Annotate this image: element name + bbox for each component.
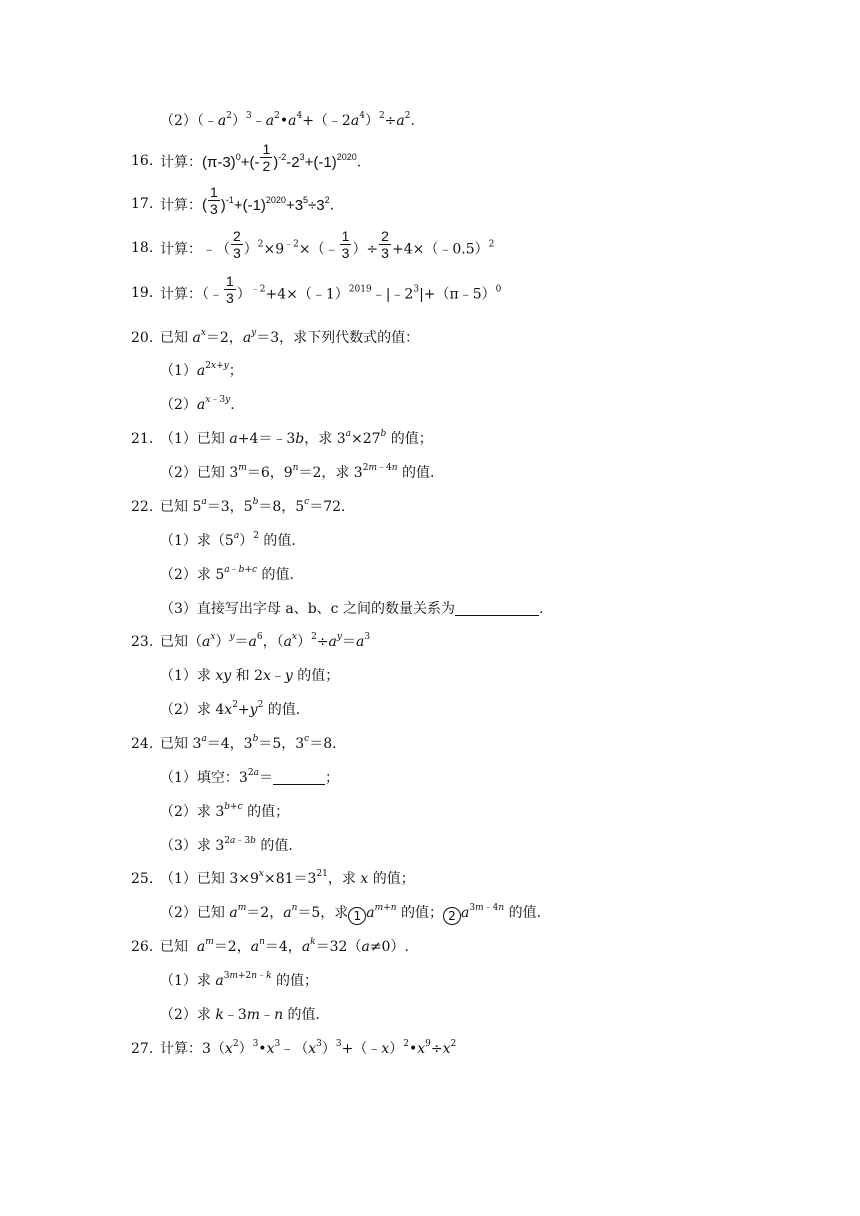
problem-21-part-2: （2）已知 $3^m=6$，$9^n=2$，求 $3^{2m﹣4n}$ 的值. bbox=[160, 463, 435, 481]
problem-23-part-1: （1）求 xy 和 2x﹣y 的值； bbox=[160, 668, 340, 684]
problem-lead: 计算： bbox=[160, 154, 202, 171]
answer-blank[interactable] bbox=[455, 601, 539, 616]
part-label: （3）求 bbox=[160, 838, 211, 854]
problem-24-part-3: （3）求 $3^{2a﹣3b}$ 的值. bbox=[160, 836, 293, 854]
problem-number: 24. bbox=[131, 736, 154, 752]
problem-25-part-2: （2）已知 $a^m=2$，$a^n=5$，求 1 $a^{m+n}$ 的值； 2 $a^{3m﹣4n}$ 的值. bbox=[160, 903, 542, 923]
part-label: （2）已知 bbox=[160, 465, 225, 481]
problem-lead: 已知 bbox=[160, 736, 188, 752]
problem-22-part-2: （2）求 $5^{a﹣b+c}$ 的值. bbox=[160, 565, 294, 583]
worksheet-page: $(2)(﹣a^2)^3﹣a^2•a^4+(﹣2a^4)^2\div a^2$. 16. 计算：$(\pi-3)^0+(-$ $\frac{1}{2}$ )$^{-2}-2^3+(-1)^{2020}$. 17. 计算：( $\frac{1}{3}$ )$^{-1}+(-1)^{2020}+3^5\div 3^2$. 18. 计算：﹣（ $\frac{2}{3}$ ）$^2\times 9^{﹣2}\times(﹣$ $\frac{1}{3}$ ）÷ $\frac{2}{3}$ +4×（﹣0.5）$^2$ 19. 计算：（﹣ $\frac{1}{3}$ ）$^{﹣2}+4\times(﹣1)^{2019}﹣|﹣2^3|+(\pi﹣5)^0$ 20. 已知 $a^x=2$，$a^y=3$，求下列代数式的值： $(1)a^{2x+y}$； $(2)a^{x﹣3y}$. 21. （1）已知 a+4＝﹣3b，求 $3^a\times 27^b$ 的值； （2）已知 $3^m=6$，$9^n=2$，求 $3^{2m﹣4n}$ 的值. 22. 已知 $5^a=3$，$5^b=8$，$5^c=72$. （1）求$(5^a)^2$ 的值. （2）求 $5^{a﹣b+c}$ 的值. （3）直接写出字母 a、b、c 之间的数量关系为 . 23. 已知$(a^x)^y=a^6$，$(a^x)^2\div a^y=a^3$ （1）求 xy 和 2x﹣y 的值； （2）求 $4x^2+y^2$ 的值. 24. 已知 $3^a=4$，$3^b=5$，$3^c=8$. （1）填空：$3^{2a}=$ ； （2）求 $3^{b+c}$ 的值； （3）求 $3^{2a﹣3b}$ 的值. 25. （1）已知 $3\times 9^x\times 81=3^{21}$，求 x 的值； （2）已知 $a^m=2$，$a^n=5$，求 1 $a^{m+n}$ 的值； 2 $a^{3m﹣4n}$ 的值. 26. 已知 $a^m=2$，$a^n=4$，$a^k=32(a\ne 0)$. （1）求 $a^{3m+2n﹣k}$ 的值； （2）求 k﹣3m﹣n 的值. 27. 计算：$3(x^2)^3•x^3﹣(x^3)^3+(﹣x)^2•x^9\div x^2$ bbox=[131, 111, 544, 1057]
problem-26-part-1: （1）求 $a^{3m+2n﹣k}$ 的值； bbox=[160, 971, 319, 989]
problem-number: 27. bbox=[131, 1041, 154, 1057]
problem-22-part-1: （1）求$(5^a)^2$ 的值. bbox=[160, 531, 296, 549]
circled-one-icon: 1 bbox=[348, 907, 366, 925]
part-label: （1）已知 bbox=[160, 871, 225, 887]
problem-lead: 计算： bbox=[160, 241, 202, 258]
part-label: （2） bbox=[160, 397, 197, 413]
part-label: （3）直接写出字母 a、b、c 之间的数量关系为 bbox=[160, 601, 455, 617]
problem-lead: 计算： bbox=[160, 197, 202, 214]
answer-blank[interactable] bbox=[273, 770, 325, 785]
problem-20-part-1: $(1)a^{2x+y}$； bbox=[160, 361, 243, 379]
part-label: （1）填空： bbox=[160, 770, 239, 786]
problem-number: 22. bbox=[131, 499, 154, 515]
problem-number: 18. bbox=[131, 240, 154, 256]
problem-number: 16. bbox=[131, 153, 154, 169]
part-label: （2）已知 bbox=[160, 905, 225, 921]
problem-number: 21. bbox=[131, 431, 154, 447]
circled-two-icon: 2 bbox=[443, 907, 461, 925]
problem-number: 25. bbox=[131, 871, 154, 887]
problem-number: 20. bbox=[131, 330, 154, 346]
problem-number: 17. bbox=[131, 196, 154, 212]
problem-20-part-2: $(2)a^{x﹣3y}$. bbox=[160, 395, 235, 413]
problem-26-part-2: （2）求 k﹣3m﹣n 的值. bbox=[160, 1007, 320, 1023]
problem-24-part-2: （2）求 $3^{b+c}$ 的值； bbox=[160, 802, 290, 820]
problem-15-part-2: $(2)(﹣a^2)^3﹣a^2•a^4+(﹣2a^4)^2\div a^2$. bbox=[160, 111, 415, 129]
part-label: （1） bbox=[160, 363, 197, 379]
problem-22-part-3: （3）直接写出字母 a、b、c 之间的数量关系为 . bbox=[160, 601, 544, 617]
problem-lead: 已知 bbox=[160, 634, 188, 650]
problem-lead: 已知 bbox=[160, 330, 188, 346]
part-label: （2）求 bbox=[160, 702, 211, 718]
problem-23-part-2: （2）求 $4x^2+y^2$ 的值. bbox=[160, 700, 301, 718]
problem-lead: 已知 bbox=[160, 939, 188, 955]
part-label: （2）求 bbox=[160, 1007, 211, 1023]
part-label: （1）求 bbox=[160, 973, 211, 989]
part-label: （1）求 bbox=[160, 668, 211, 684]
part-label: （1）已知 bbox=[160, 431, 225, 447]
problem-lead: 计算： bbox=[160, 1041, 202, 1057]
part-label: （2）求 bbox=[160, 804, 211, 820]
part-label: （2）求 bbox=[160, 567, 211, 583]
problem-lead: 已知 bbox=[160, 499, 188, 515]
problem-number: 26. bbox=[131, 939, 154, 955]
problem-number: 19. bbox=[131, 285, 154, 301]
part-label: （1）求 bbox=[160, 533, 211, 549]
problem-number: 23. bbox=[131, 634, 154, 650]
problem-24-part-1: （1）填空：$3^{2a}=$ ； bbox=[160, 768, 339, 786]
problem-lead: 计算： bbox=[160, 286, 202, 303]
